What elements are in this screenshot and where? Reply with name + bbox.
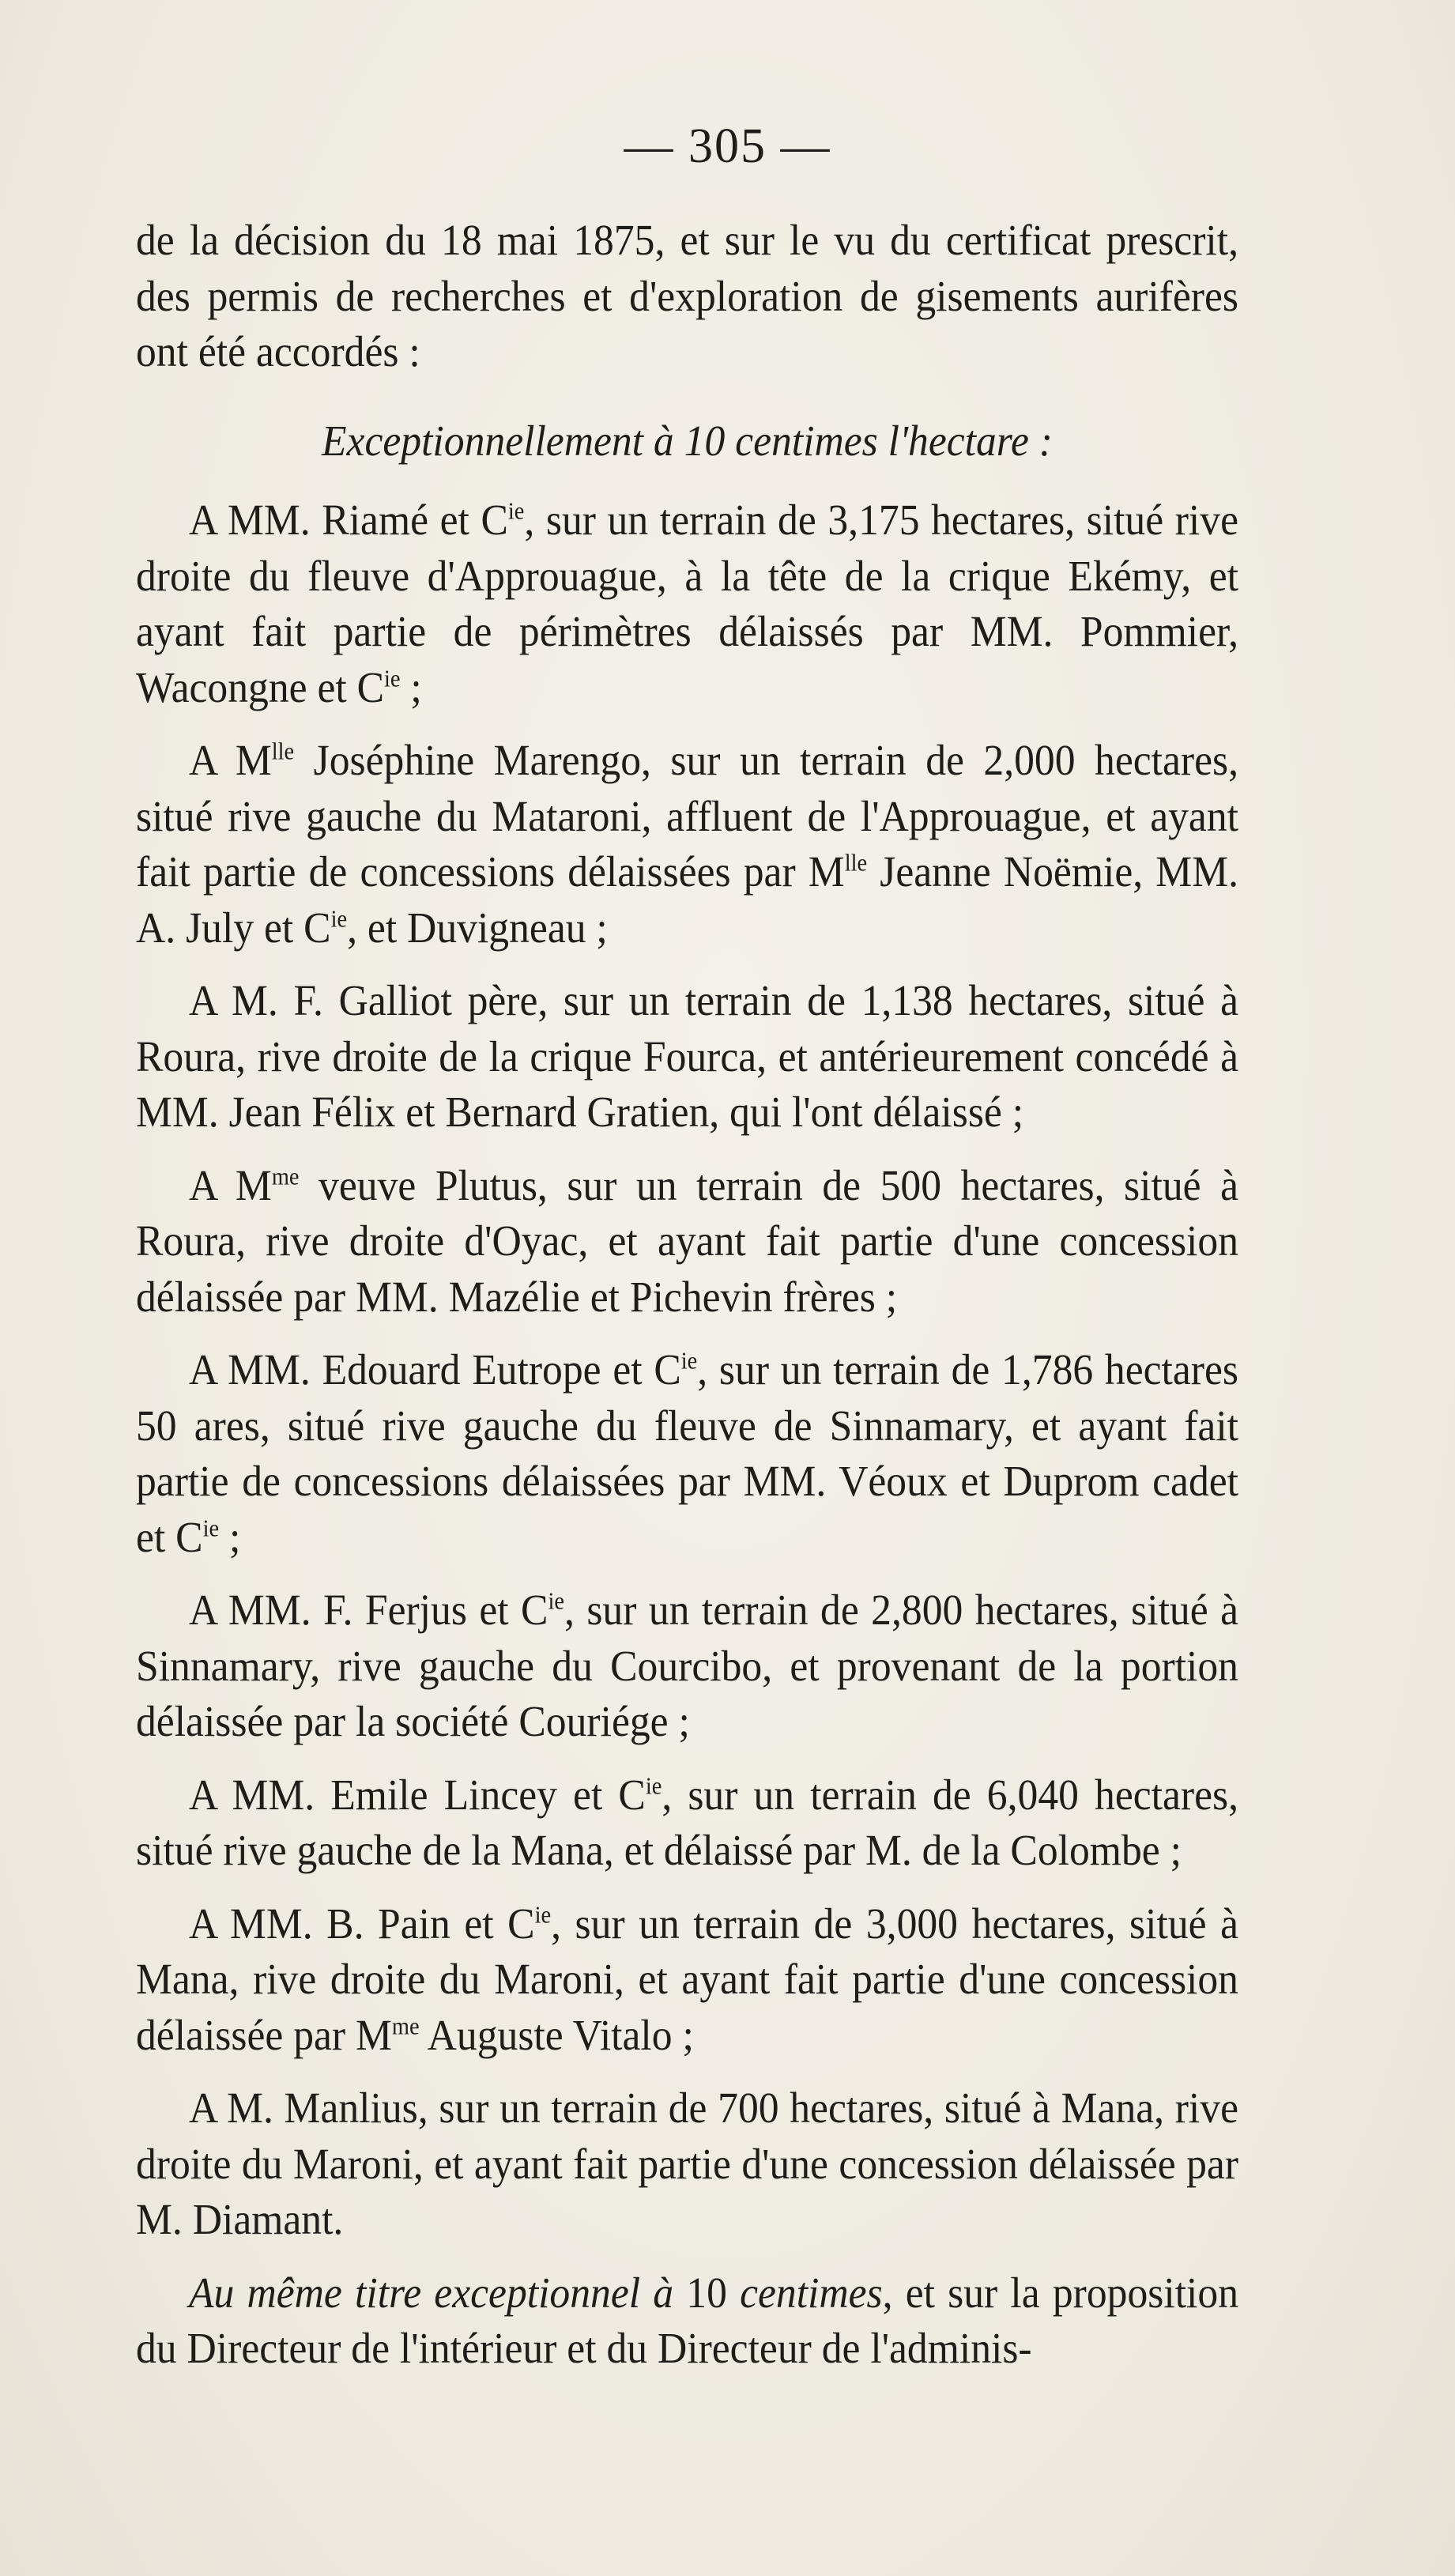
paragraph-pain: A MM. B. Pain et $C^{ie}$, sur un terrain de 3,000 hectares, situé à Mana, rive droite du Maroni, et ayant fait partie d'une concession délaissée par $M^{me}$ Auguste Vitalo ;: [136, 1899, 1238, 2060]
paragraph-eutrope: A MM. Edouard Eutrope et $C^{ie}$, sur un terrain de 1,786 hectares 50 ares, situé rive gauche du fleuve de Sinnamary, et ayant fait partie de concessions délaissées par MM. Véoux et Duprom cadet et $C^{ie}$ ;: [136, 1346, 1238, 1562]
body-text: [136, 213, 1238, 2378]
paragraph-closing: Au même titre exceptionnel à 10 centimes, et sur la proposition du Directeur de l'intérieur et du Directeur de l'adminis-: [136, 2269, 1238, 2373]
intro-paragraph: de la décision du 18 mai 1875, et sur le vu du certificat prescrit, des permis de recherches et d'exploration de gisements aurifères ont été accordés :: [136, 217, 1238, 376]
paragraph-riame: A MM. Riamé et $C^{ie}$, sur un terrain de 3,175 hectares, situé rive droite du fleuve d'Approuague, à la tête de la crique Ekémy, et ayant fait partie de périmètres délaissés par MM. Pommier, Wacongne et $C^{ie}$ ;: [136, 496, 1238, 712]
paragraph-ferjus: A MM. F. Ferjus et $C^{ie}$, sur un terrain de 2,800 hectares, situé à Sinnamary, rive gauche du Courcibo, et provenant de la portion délaissée par la société Couriége ;: [136, 1586, 1238, 1746]
section-heading: Exceptionnellement à 10 centimes l'hectare :: [322, 417, 1053, 466]
paragraph-galliot: A M. F. Galliot père, sur un terrain de 1,138 hectares, situé à Roura, rive droite de la crique Fourca, et antérieurement concédé à MM. Jean Félix et Bernard Gratien, qui l'ont délaissé ;: [136, 977, 1239, 1137]
paragraph-lincey: A MM. Emile Lincey et $C^{ie}$, sur un terrain de 6,040 hectares, situé rive gauche de la Mana, et délaissé par M. de la Colombe ;: [136, 1771, 1238, 1875]
paragraph-plutus: A $M^{me}$ veuve Plutus, sur un terrain de 500 hectares, situé à Roura, rive droite d'Oyac, et ayant fait partie d'une concession délaissée par MM. Mazélie et Pichevin frères ;: [136, 1161, 1238, 1322]
page-number: — 305 —: [624, 119, 831, 173]
paragraph-manlius: A M. Manlius, sur un terrain de 700 hectares, situé à Mana, rive droite du Maroni, et ayant fait partie d'une concession délaissée par M. Diamant.: [136, 2084, 1239, 2244]
paragraph-marengo: A $M^{lle}$ Joséphine Marengo, sur un terrain de 2,000 hectares, situé rive gauche du Mataroni, affluent de l'Approuague, et ayant fait partie de concessions délaissées par $M^{lle}$ Jeanne Noëmie, MM. A. July et $C^{ie}$, et Duvigneau ;: [136, 737, 1238, 952]
